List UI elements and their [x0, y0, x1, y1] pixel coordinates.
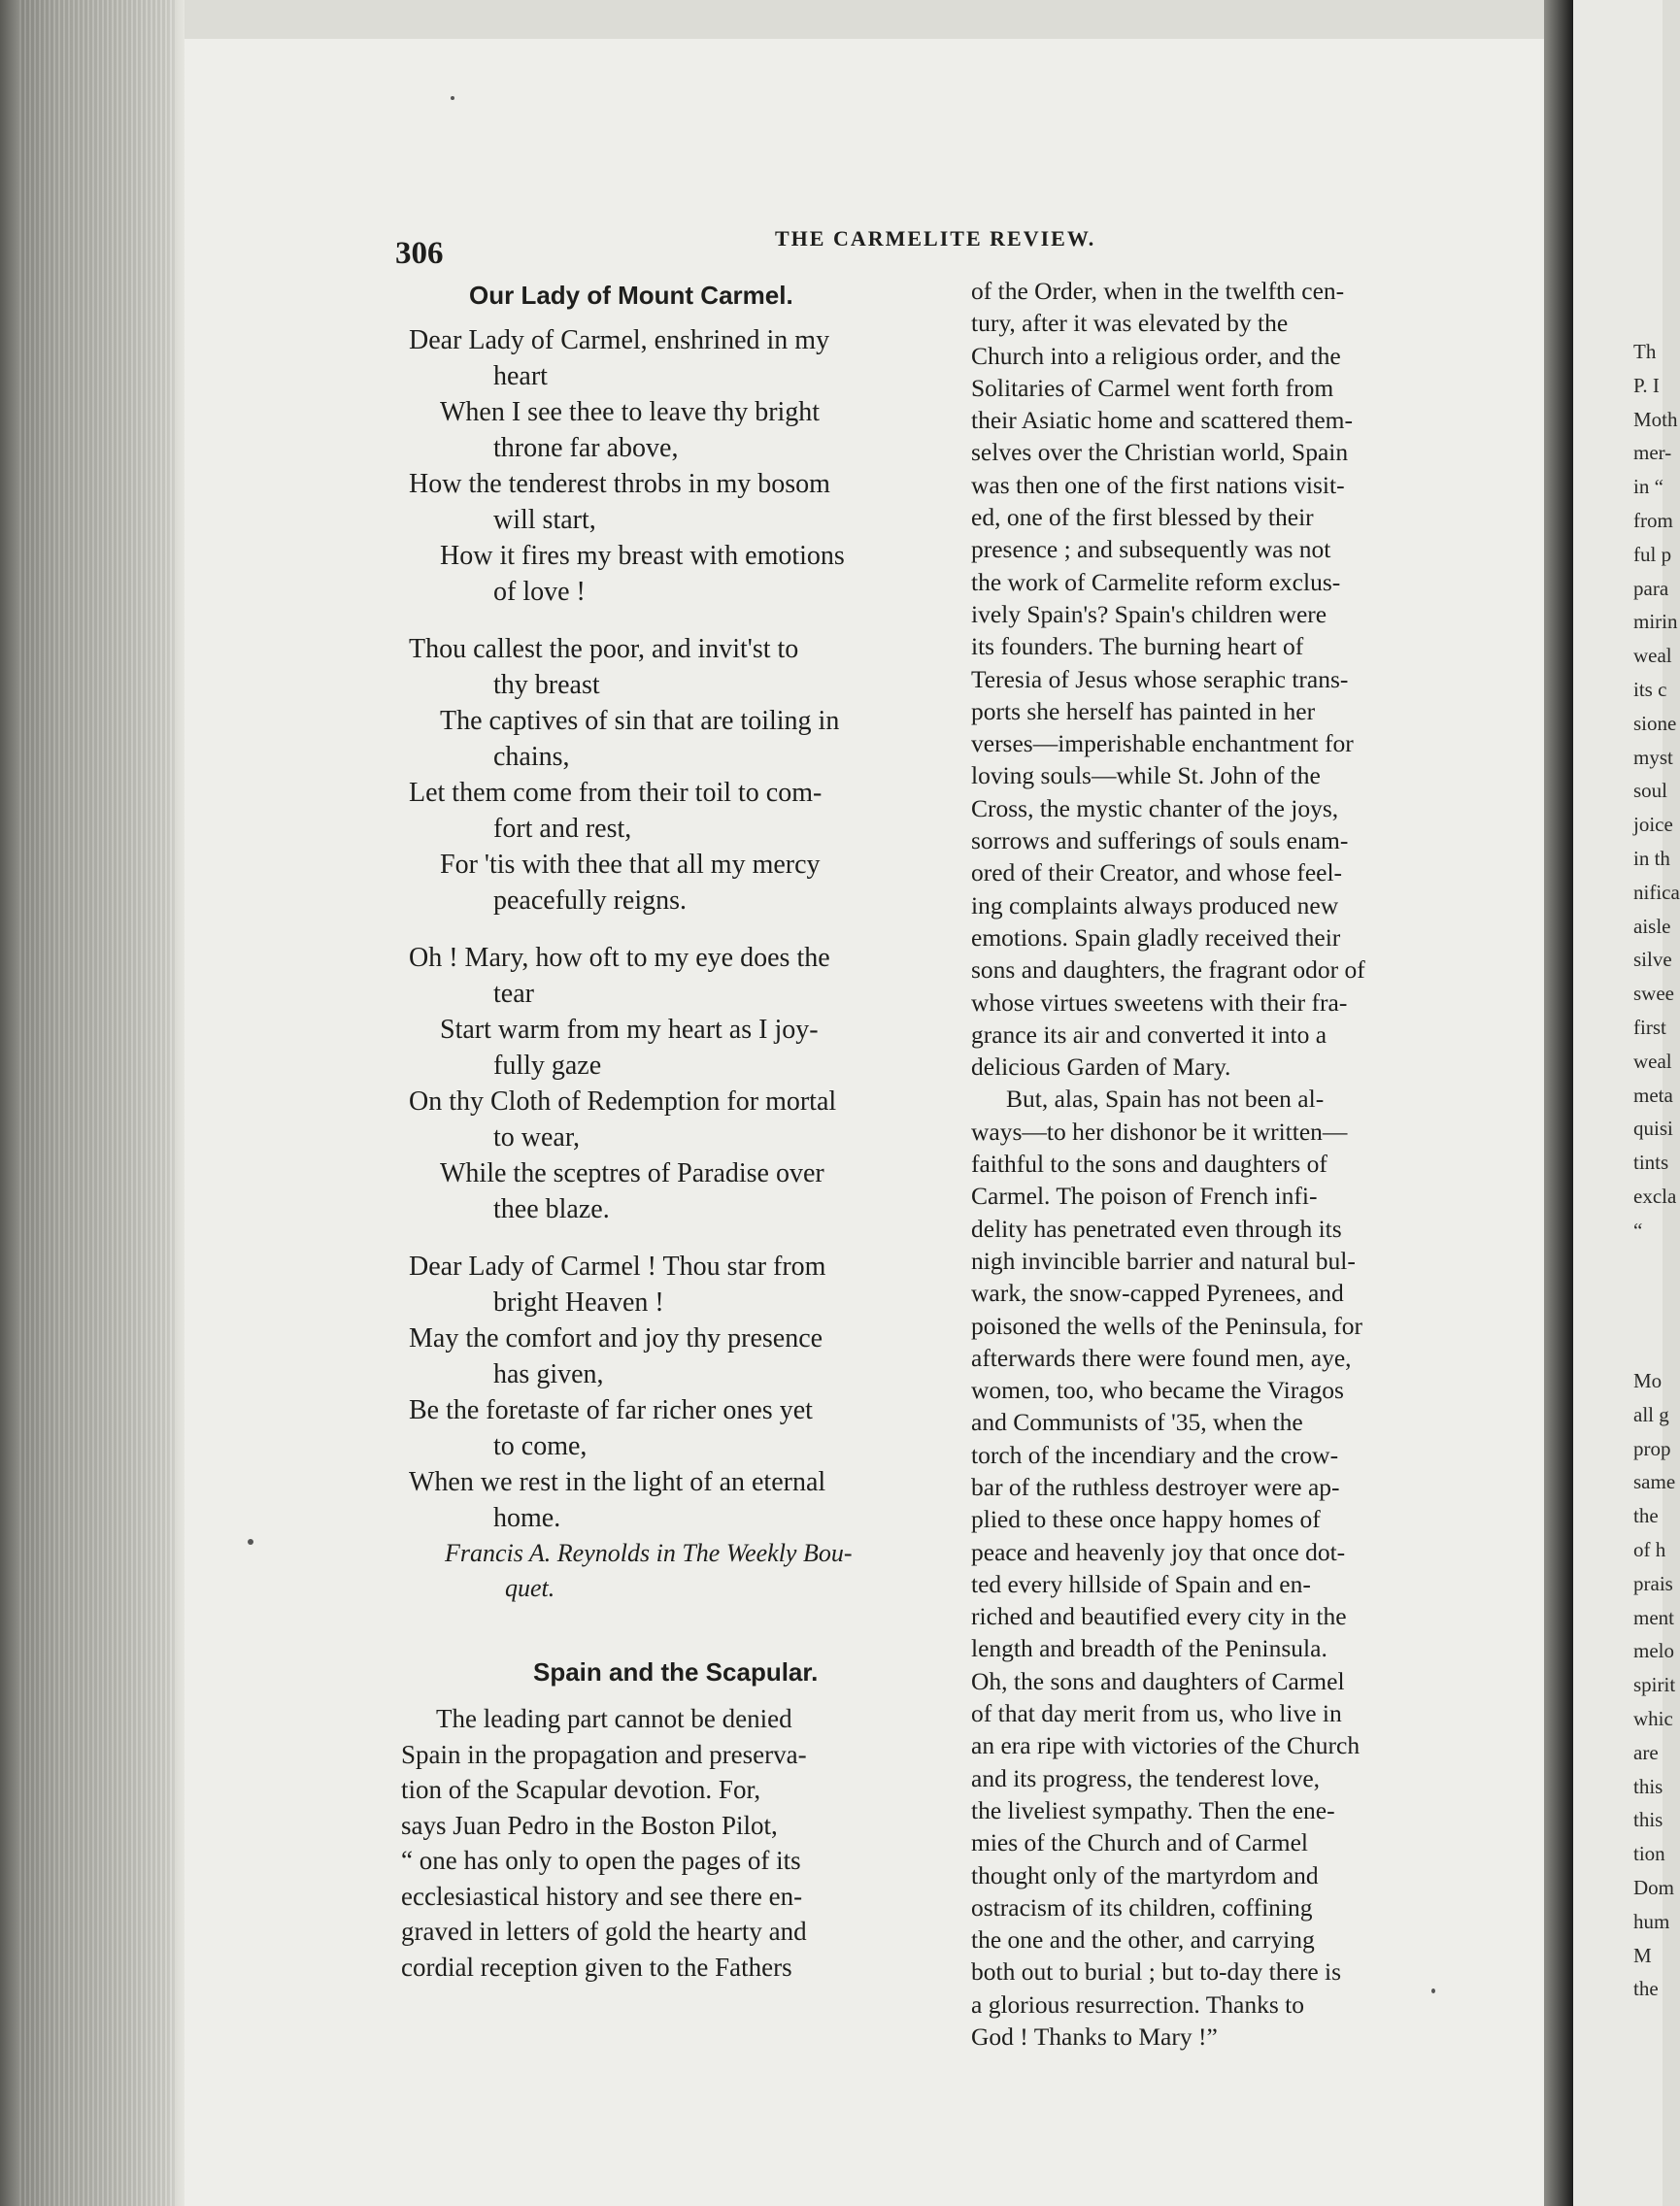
article-line: the work of Carmelite reform exclus-: [971, 567, 1341, 596]
article-line: and its progress, the tenderest love,: [971, 1763, 1321, 1792]
facing-page-fragment: the: [1633, 1977, 1659, 2001]
facing-page-fragment: Mo: [1633, 1369, 1663, 1392]
article-line: afterwards there were found men, aye,: [971, 1343, 1352, 1372]
article-line: presence ; and subsequently was not: [971, 535, 1331, 564]
poem-line: Dear Lady of Carmel, enshrined in my: [409, 325, 830, 355]
stanza-gap: [401, 1227, 984, 1249]
poem-line: When we rest in the light of an eternal: [409, 1467, 826, 1497]
poem-line: heart: [493, 361, 548, 391]
poem-line: Let them come from their toil to com-: [409, 778, 823, 808]
facing-page-fragment: swee: [1633, 982, 1674, 1006]
article-line: the one and the other, and carrying: [971, 1925, 1315, 1955]
article-line: ted every hillside of Spain and en-: [971, 1569, 1311, 1598]
article-line: Spain in the propagation and preserva-: [401, 1739, 807, 1769]
scan-speck: [451, 96, 454, 100]
article-line: Solitaries of Carmel went forth from: [971, 373, 1334, 402]
poem-line: of love !: [493, 577, 586, 607]
facing-page-fragment: quisi: [1633, 1117, 1673, 1141]
facing-page-fragment: this: [1633, 1774, 1663, 1798]
stanza-gap: [401, 919, 984, 940]
article-line: delity has penetrated even through its: [971, 1214, 1342, 1243]
facing-page-fragment: melo: [1633, 1639, 1674, 1663]
article-line: ports she herself has painted in her: [971, 696, 1316, 725]
article-line: peace and heavenly joy that once dot-: [971, 1537, 1346, 1566]
article-line: mies of the Church and of Carmel: [971, 1828, 1308, 1857]
poem-line: While the sceptres of Paradise over: [440, 1158, 824, 1188]
article-line: torch of the incendiary and the crow-: [971, 1440, 1339, 1469]
article-line: ored of their Creator, and whose feel-: [971, 858, 1343, 887]
article-line: grance its air and converted it into a: [971, 1019, 1327, 1049]
article-left-text: [401, 1701, 984, 1985]
article-line: its founders. The burning heart of: [971, 632, 1304, 661]
book-gutter: [1544, 0, 1573, 2206]
facing-page-fragment: silve: [1633, 948, 1672, 972]
facing-page-fragment: mirin: [1633, 610, 1678, 634]
article-line: whose virtues sweetens with their fra-: [971, 987, 1348, 1017]
facing-page-fragment: all g: [1633, 1402, 1669, 1426]
article-line: women, too, who became the Viragos: [971, 1376, 1344, 1405]
article-line: verses—imperishable enchantment for: [971, 729, 1354, 758]
article-line: But, alas, Spain has not been al-: [1006, 1085, 1325, 1114]
poem-line: For 'tis with thee that all my mercy: [440, 850, 821, 880]
article-line: delicious Garden of Mary.: [971, 1053, 1231, 1082]
facing-page-fragment: sione: [1633, 711, 1677, 735]
poem-line: will start,: [493, 505, 596, 535]
article-line: sorrows and sufferings of souls enam-: [971, 826, 1349, 855]
facing-page-fragment: tion: [1633, 1842, 1665, 1866]
article-line: a glorious resurrection. Thanks to: [971, 1989, 1304, 2019]
poem-line: tear: [493, 979, 534, 1009]
article-line: tion of the Scapular devotion. For,: [401, 1775, 761, 1804]
facing-page-fragment: Th: [1633, 340, 1657, 363]
facing-page-fragment: spirit: [1633, 1673, 1676, 1697]
poem-line: chains,: [493, 742, 570, 772]
facing-page-fragment: para: [1633, 576, 1669, 600]
poem-line: fort and rest,: [493, 814, 632, 844]
facing-page-fragment: myst: [1633, 745, 1673, 769]
facing-page-fragment: Dom: [1633, 1876, 1674, 1899]
facing-page-fragment: whic: [1633, 1707, 1673, 1730]
article-line: Church into a religious order, and the: [971, 341, 1341, 370]
facing-page-fragment: joice: [1633, 813, 1673, 837]
article-line: Teresia of Jesus whose seraphic trans-: [971, 664, 1349, 693]
facing-page-fragment: the: [1633, 1504, 1659, 1528]
article-line: the liveliest sympathy. Then the ene-: [971, 1795, 1335, 1824]
facing-page-fragment: nifica: [1633, 880, 1680, 904]
poem-line: Thou callest the poor, and invit'st to: [409, 634, 799, 664]
facing-page-fragment: Moth: [1633, 407, 1678, 431]
facing-page-fragment: this: [1633, 1808, 1663, 1832]
poem-line: May the comfort and joy thy presence: [409, 1323, 823, 1354]
facing-page-fragment: are: [1633, 1740, 1659, 1764]
article-line: of that day merit from us, who live in: [971, 1699, 1342, 1728]
facing-page-fragment: first: [1633, 1016, 1666, 1039]
facing-page-fragment: from: [1633, 509, 1673, 532]
stanza-gap: [401, 610, 984, 631]
facing-page-fragment: ful p: [1633, 542, 1672, 566]
poem-line: thee blaze.: [493, 1194, 610, 1224]
article-title: Spain and the Scapular.: [533, 1657, 819, 1687]
article-line: sons and daughters, the fragrant odor of: [971, 955, 1365, 985]
facing-page-fragment: weal: [1633, 644, 1672, 668]
facing-page-fragment: aisle: [1633, 914, 1671, 938]
poem-line: bright Heaven !: [493, 1287, 664, 1318]
article-line: ing complaints always produced new: [971, 890, 1339, 919]
article-line: loving souls—while St. John of the: [971, 761, 1321, 790]
article-line: an era ripe with victories of the Church: [971, 1731, 1361, 1760]
poem-line: fully gaze: [493, 1051, 602, 1081]
facing-page-fragment: M: [1633, 1943, 1652, 1967]
poem-attribution: Francis A. Reynolds in The Weekly Bou-: [445, 1539, 853, 1567]
poem-line: home.: [493, 1503, 561, 1533]
facing-page-fragment: hum: [1633, 1909, 1670, 1933]
article-line: bar of the ruthless destroyer were ap-: [971, 1472, 1340, 1501]
article-line: says Juan Pedro in the Boston Pilot,: [401, 1810, 778, 1840]
facing-page-fragment: in th: [1633, 847, 1670, 870]
page-number: 306: [395, 236, 444, 271]
facing-page-fragment: tints: [1633, 1151, 1669, 1175]
facing-page-fragment: prop: [1633, 1436, 1671, 1460]
article-line: tury, after it was elevated by the: [971, 309, 1289, 338]
facing-page-fragment: mer-: [1633, 441, 1672, 465]
article-line: ways—to her dishonor be it written—: [971, 1117, 1348, 1146]
poem-line: Oh ! Mary, how oft to my eye does the: [409, 943, 830, 973]
poem-body: [401, 322, 984, 1536]
poem-line: has given,: [493, 1359, 604, 1389]
article-line: selves over the Christian world, Spain: [971, 438, 1349, 467]
right-column: [971, 275, 1544, 2053]
poem-line: to come,: [493, 1431, 588, 1461]
article-line: cordial reception given to the Fathers: [401, 1952, 792, 1982]
scan-speck: [248, 1539, 253, 1545]
poem-line: How the tenderest throbs in my bosom: [409, 469, 830, 499]
article-line: God ! Thanks to Mary !”: [971, 2022, 1218, 2052]
article-line: The leading part cannot be denied: [436, 1704, 792, 1733]
article-line: ecclesiastical history and see there en-: [401, 1881, 803, 1911]
poem-line: How it fires my breast with emotions: [440, 541, 845, 571]
poem-line: Be the foretaste of far richer ones yet: [409, 1395, 813, 1425]
poem-line: throne far above,: [493, 433, 679, 463]
article-line: ostracism of its children, coffining: [971, 1892, 1313, 1922]
facing-page-fragment: in “: [1633, 475, 1663, 499]
article-line: Cross, the mystic chanter of the joys,: [971, 793, 1339, 822]
article-line: ed, one of the first blessed by their: [971, 503, 1314, 532]
poem-title: Our Lady of Mount Carmel.: [469, 281, 793, 310]
facing-page-fragment: “: [1633, 1218, 1643, 1242]
article-line: wark, the snow-capped Pyrenees, and: [971, 1279, 1344, 1308]
poem-line: Dear Lady of Carmel ! Thou star from: [409, 1252, 826, 1282]
scan-speck: [1431, 1989, 1435, 1993]
article-line: “ one has only to open the pages of its: [401, 1846, 801, 1875]
poem-line: peacefully reigns.: [493, 886, 688, 916]
article-line: and Communists of '35, when the: [971, 1408, 1303, 1437]
article-line: both out to burial ; but to-day there is: [971, 1957, 1342, 1987]
book-spine: [0, 0, 185, 2206]
facing-page-fragment: excla: [1633, 1185, 1677, 1208]
article-line: was then one of the first nations visit-: [971, 470, 1345, 499]
article-line: their Asiatic home and scattered them-: [971, 406, 1353, 435]
poem-line: Start warm from my heart as I joy-: [440, 1015, 819, 1045]
facing-page-fragment: meta: [1633, 1083, 1673, 1107]
poem-line: thy breast: [493, 670, 600, 700]
facing-page-fragment: prais: [1633, 1571, 1673, 1595]
article-line: emotions. Spain gladly received their: [971, 922, 1341, 952]
article-line: plied to these once happy homes of: [971, 1505, 1321, 1534]
poem-attribution-continued: quet.: [505, 1574, 555, 1602]
facing-page-fragment: soul: [1633, 779, 1668, 803]
facing-page-fragment: same: [1633, 1470, 1676, 1494]
article-line: Carmel. The poison of French infi-: [971, 1182, 1318, 1211]
poem-line: to wear,: [493, 1122, 581, 1153]
article-line: riched and beautified every city in the: [971, 1602, 1347, 1631]
article-line: poisoned the wells of the Peninsula, for: [971, 1311, 1362, 1340]
poem-line: The captives of sin that are toiling in: [440, 706, 840, 736]
article-line: Oh, the sons and daughters of Carmel: [971, 1666, 1345, 1695]
article-line: faithful to the sons and daughters of: [971, 1150, 1327, 1179]
facing-page-fragment: weal: [1633, 1049, 1672, 1073]
facing-page-edge: [1573, 0, 1680, 2206]
article-line: nigh invincible barrier and natural bul-: [971, 1246, 1356, 1275]
article-line: ively Spain's? Spain's children were: [971, 599, 1327, 628]
article-line: length and breadth of the Peninsula.: [971, 1634, 1327, 1663]
facing-page-fragment: its c: [1633, 678, 1667, 701]
article-line: graved in letters of gold the hearty and: [401, 1917, 807, 1946]
running-head: THE CARMELITE REVIEW.: [775, 226, 1096, 251]
poem-line: On thy Cloth of Redemption for mortal: [409, 1086, 837, 1117]
left-column: [401, 278, 984, 1985]
page-edges: [19, 0, 175, 2206]
facing-page-fragment: ment: [1633, 1605, 1674, 1629]
poem-line: When I see thee to leave thy bright: [440, 397, 821, 427]
article-line: thought only of the martyrdom and: [971, 1860, 1319, 1889]
article-line: of the Order, when in the twelfth cen-: [971, 277, 1345, 305]
facing-page-fragment: P. I: [1633, 373, 1660, 397]
facing-page-fragment: of h: [1633, 1538, 1666, 1561]
